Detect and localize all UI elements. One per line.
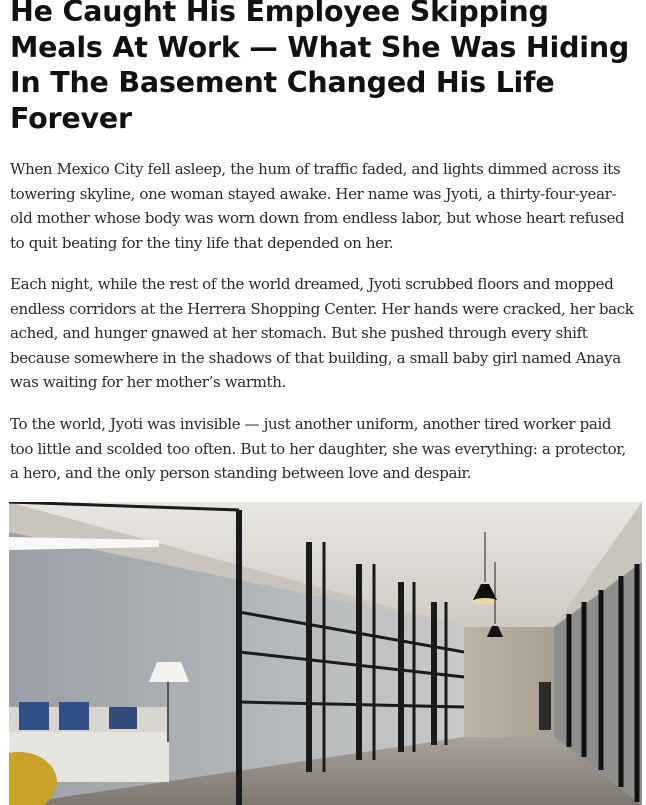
- article-title: He Caught His Employee Skipping Meals At Work — What She Was Hiding In The Basement Changed His Life Forever: [10, 0, 630, 135]
- article-photo: [9, 502, 642, 805]
- article-paragraph-2: Each night, while the rest of the world dreamed, Jyoti scrubbed floors and mopped endless corridors at the Herrera Shopping Center. Her hands were cracked, her back ached, and hunger gnawed at her stomach. But she pushed through every shift because somewhere in the shadows of that building, a small baby girl named Anaya was waiting for her mother’s warmth.: [10, 275, 634, 391]
- article: [10, 0, 640, 482]
- article-paragraph-1: When Mexico City fell asleep, the hum of traffic faded, and lights dimmed across its towering skyline, one woman stayed awake. Her name was Jyoti, a thirty-four-year-old mother whose body was worn down from endless labor, but whose heart refused to quit beating for the tiny life that depended on her.: [10, 160, 625, 252]
- article-paragraph-3: To the world, Jyoti was invisible — just another uniform, another tired worker paid too little and scolded too often. But to her daughter, she was everything: a protector, a hero, and the only person standing between love and despair.: [10, 415, 626, 482]
- office-corridor-image: [9, 502, 642, 805]
